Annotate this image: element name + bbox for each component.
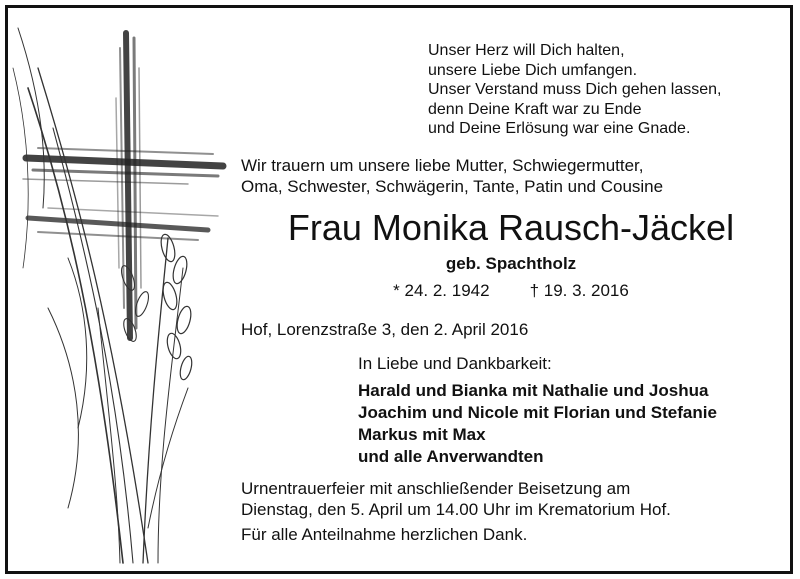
mourner-line: Harald und Bianka mit Nathalie und Joshua <box>358 381 709 400</box>
death-date: † 19. 3. 2016 <box>529 281 629 300</box>
poem-line: Unser Verstand muss Dich gehen lassen, <box>428 81 722 98</box>
poem-line: und Deine Erlösung war eine Gnade. <box>428 120 691 137</box>
cross-and-wheat-illustration <box>8 8 238 571</box>
poem-line: denn Deine Kraft war zu Ende <box>428 100 642 118</box>
mourners-heading: In Liebe und Dankbarkeit: <box>358 354 552 373</box>
life-dates <box>241 281 781 301</box>
mourner-line: Markus mit Max <box>358 425 486 444</box>
wheat-icon <box>13 28 194 563</box>
poem-line: unsere Liebe Dich umfangen. <box>428 61 638 79</box>
intro-line: Wir trauern um unsere liebe Mutter, Schwiegermutter, <box>241 156 644 175</box>
mourners-list <box>358 380 717 468</box>
place-and-date: Hof, Lorenzstraße 3, den 2. April 2016 <box>241 320 529 339</box>
intro-line: Oma, Schwester, Schwägerin, Tante, Patin und Cousine <box>241 177 664 196</box>
maiden-name: geb. Spachtholz <box>445 254 577 273</box>
obituary-card <box>5 5 793 574</box>
thanks-note: Für alle Anteilnahme herzlichen Dank. <box>241 525 528 544</box>
funeral-notice <box>241 478 671 520</box>
poem-line: Unser Herz will Dich halten, <box>428 42 625 59</box>
mourning-intro <box>241 155 663 197</box>
deceased-name: Frau Monika Rausch-Jäckel <box>287 207 735 248</box>
cross-icon <box>23 33 223 338</box>
birth-date: * 24. 2. 1942 <box>393 281 490 300</box>
funeral-line: Urnentrauerfeier mit anschließender Beisetzung am <box>241 479 631 498</box>
funeral-line: Dienstag, den 5. April um 14.00 Uhr im Krematorium Hof. <box>241 500 671 519</box>
poem <box>428 41 721 139</box>
mourner-line: und alle Anverwandten <box>358 447 544 466</box>
mourner-line: Joachim und Nicole mit Florian und Stefanie <box>358 403 717 422</box>
